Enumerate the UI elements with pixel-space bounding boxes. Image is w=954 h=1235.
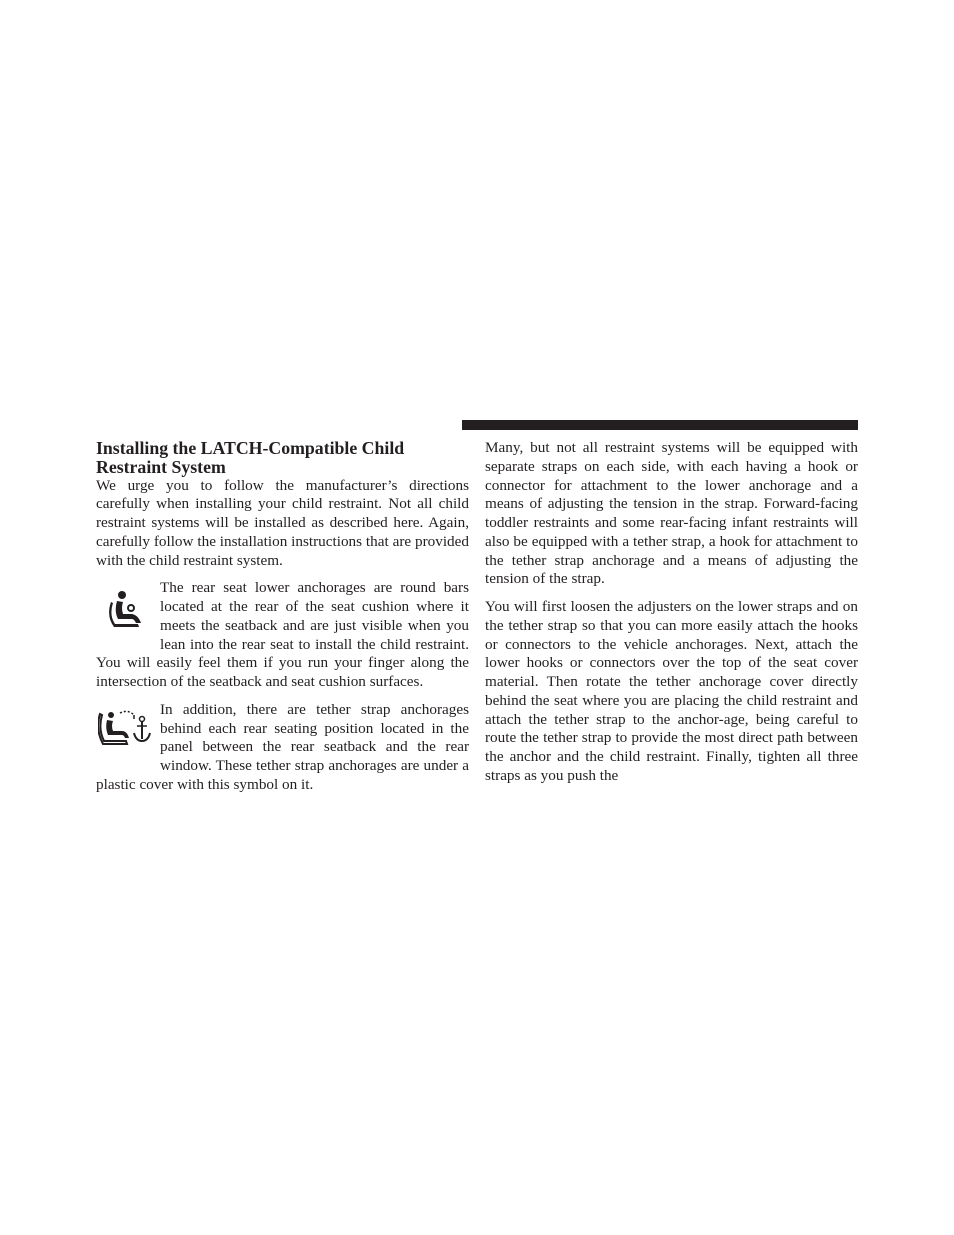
installation-steps-paragraph: You will first loosen the adjusters on the lower straps and on the tether strap so that you can more easily attach the hooks or connectors to the vehicle anchorages. Next, attach the lower hooks or connectors over the top of the seat cover material. Then rotate the tether anchorage cover directly behind the seat where you are placing the child restraint and attach the tether strap to the anchor-age, being careful to route the tether strap to provide the most direct path between the anchor and the child restraint. Finally, tighten all three straps as you push the	[485, 598, 858, 784]
lower-anchorage-block	[96, 579, 469, 692]
child-seat-tether-anchor-icon	[96, 703, 160, 767]
right-column	[485, 439, 858, 795]
left-column	[96, 439, 469, 804]
child-seat-lower-anchor-icon	[96, 581, 160, 645]
intro-paragraph: We urge you to follow the manufacturer’s directions carefully when installing your child restraint. Not all child restraint systems will be installed as described here. Again, carefully follow the installation instructions that are provided with the child restraint system.	[96, 476, 469, 569]
lower-anchorage-paragraph: The rear seat lower anchorages are round bars located at the rear of the seat cushion where it meets the seatback and are just visible when you lean into the rear seat to install the child restraint. You will easily feel them if you run your finger along the intersection of the seatback and seat cushion surfaces.	[96, 579, 469, 690]
strap-equipment-paragraph: Many, but not all restraint systems will be equipped with separate straps on each side, with each having a hook or connector for attachment to the lower anchorage and a means of adjusting the tension in the strap. Forward-facing toddler restraints and some rear-facing infant restraints will also be equipped with a tether strap, a hook for attachment to the tether strap anchorage and a means of adjusting the tension of the strap.	[485, 439, 858, 588]
tether-anchorage-paragraph: In addition, there are tether strap anchorages behind each rear seating position located in the panel between the rear seatback and the rear window. These tether strap anchorages are under a plastic cover with this symbol on it.	[96, 700, 469, 793]
tether-anchorage-block	[96, 701, 469, 795]
section-header-bar	[462, 420, 858, 430]
section-heading: Installing the LATCH-Compatible Child Restraint System	[96, 438, 405, 477]
